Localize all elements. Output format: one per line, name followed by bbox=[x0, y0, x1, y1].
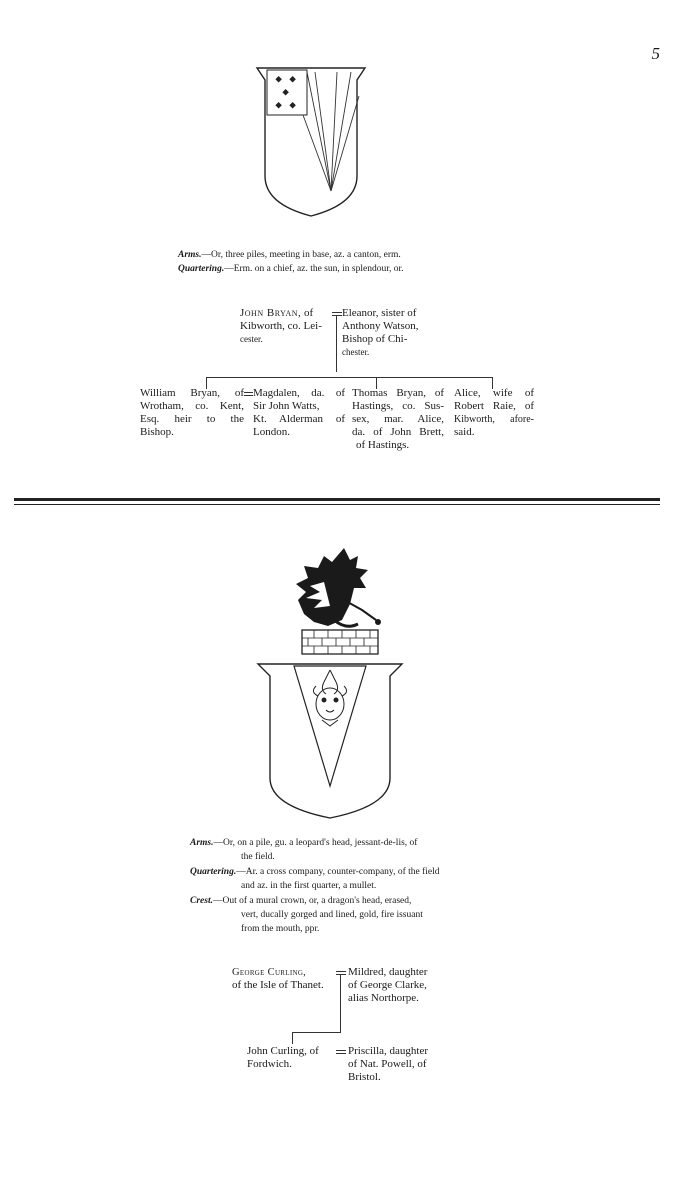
section-divider bbox=[14, 498, 660, 501]
arms-label: Arms. bbox=[178, 250, 202, 260]
eleanor-line: chester. bbox=[342, 347, 370, 357]
john-bryan-line: Kibworth, co. Lei- bbox=[240, 320, 322, 332]
william-line: William Bryan, of bbox=[140, 387, 244, 399]
crest-caption bbox=[190, 894, 411, 908]
quartering-text: —Ar. a cross company, counter-company, of the field bbox=[236, 867, 440, 877]
mildred-line: of George Clarke, bbox=[348, 979, 427, 991]
john-bryan-name: John Bryan, bbox=[240, 307, 302, 319]
person-mildred bbox=[348, 966, 448, 1005]
crest-caption-cont: vert, ducally gorged and lined, gold, fire issuant bbox=[241, 910, 423, 920]
descent-line bbox=[292, 1032, 293, 1044]
sibling-line bbox=[206, 377, 492, 378]
descent-line bbox=[336, 315, 337, 372]
magdalen-line: Sir John Watts, bbox=[253, 400, 320, 412]
magdalen-line: Kt. Alderman of bbox=[253, 413, 345, 425]
quartering-caption-1 bbox=[178, 262, 404, 276]
thomas-line: Hastings, co. Sus- bbox=[352, 400, 444, 412]
magdalen-line: London. bbox=[253, 426, 290, 438]
person-john-bryan bbox=[240, 307, 332, 346]
crest-text: —Out of a mural crown, or, a dragon's head, erased, bbox=[212, 896, 412, 906]
marriage-sign bbox=[336, 1050, 346, 1051]
thomas-line: of Hastings. bbox=[356, 439, 410, 451]
svg-text:⯁: ⯁ bbox=[275, 76, 283, 86]
marriage-sign bbox=[332, 312, 342, 313]
george-line: of the Isle of Thanet. bbox=[232, 979, 324, 991]
quartering-caption-2-cont: and az. in the first quarter, a mullet. bbox=[241, 881, 377, 891]
william-line: Wrotham, co. Kent, bbox=[140, 400, 244, 412]
eleanor-line: Eleanor, sister of bbox=[342, 307, 417, 319]
priscilla-line: of Nat. Powell, of bbox=[348, 1058, 427, 1070]
arms-caption-2-cont: the field. bbox=[241, 852, 275, 862]
alice-line: Alice, wife of bbox=[454, 387, 534, 399]
person-priscilla bbox=[348, 1045, 452, 1084]
marriage-sign bbox=[244, 395, 253, 396]
person-magdalen bbox=[253, 387, 345, 439]
quartering-label: Quartering. bbox=[178, 264, 225, 274]
arms-text: —Or, on a pile, gu. a leopard's head, jessant-de-lis, of bbox=[213, 838, 418, 848]
alice-line: Kibworth, afore- bbox=[454, 414, 534, 425]
arms-caption-2 bbox=[190, 836, 417, 850]
marriage-sign bbox=[336, 974, 346, 975]
svg-text:⯁: ⯁ bbox=[275, 102, 283, 112]
marriage-sign bbox=[336, 1053, 346, 1054]
crest-label: Crest. bbox=[190, 896, 213, 906]
william-line: Bishop. bbox=[140, 426, 174, 438]
svg-text:⯁: ⯁ bbox=[289, 102, 297, 112]
person-alice bbox=[454, 387, 534, 439]
person-eleanor bbox=[342, 307, 442, 359]
quartering-text: —Erm. on a chief, az. the sun, in splendour, or. bbox=[224, 264, 404, 274]
eleanor-line: Anthony Watson, bbox=[342, 320, 419, 332]
alice-line: Robert Raie, of bbox=[454, 400, 534, 412]
arms-caption-1 bbox=[178, 248, 401, 262]
mildred-line: Mildred, daughter bbox=[348, 966, 428, 978]
alice-line: said. bbox=[454, 426, 475, 438]
george-name: George Curling, bbox=[232, 967, 307, 978]
section-divider bbox=[14, 504, 660, 505]
william-line: Esq. heir to the bbox=[140, 413, 244, 425]
bryan-shield-icon bbox=[255, 66, 367, 218]
person-george-curling bbox=[232, 966, 338, 992]
svg-text:⯁: ⯁ bbox=[289, 76, 297, 86]
person-william-bryan bbox=[140, 387, 244, 439]
priscilla-line: Bristol. bbox=[348, 1071, 381, 1083]
marriage-sign bbox=[244, 392, 253, 393]
thomas-line: sex, mar. Alice, bbox=[352, 413, 444, 425]
arms-label: Arms. bbox=[190, 838, 214, 848]
descent-line bbox=[340, 974, 341, 1032]
svg-text:⯁: ⯁ bbox=[282, 89, 290, 99]
john-bryan-line: cester. bbox=[240, 334, 263, 344]
priscilla-line: Priscilla, daughter bbox=[348, 1045, 429, 1057]
marriage-sign bbox=[332, 315, 342, 316]
thomas-line: Thomas Bryan, of bbox=[352, 387, 444, 399]
john-bryan-line: of bbox=[304, 307, 314, 319]
marriage-sign bbox=[336, 971, 346, 972]
eleanor-line: Bishop of Chi- bbox=[342, 333, 408, 345]
mildred-line: alias Northorpe. bbox=[348, 992, 419, 1004]
arms-text: —Or, three piles, meeting in base, az. a canton, erm. bbox=[201, 250, 401, 260]
page-number: 5 bbox=[651, 44, 660, 63]
curling-shield-icon bbox=[256, 662, 404, 820]
thomas-line: da. of John Brett, bbox=[352, 426, 444, 438]
john-curling-line: Fordwich. bbox=[247, 1058, 292, 1070]
person-john-curling bbox=[247, 1045, 339, 1071]
dragon-crest-icon bbox=[284, 542, 396, 664]
crest-caption-cont: from the mouth, ppr. bbox=[241, 924, 320, 934]
quartering-caption-2 bbox=[190, 865, 440, 879]
descent-line bbox=[292, 1032, 341, 1033]
magdalen-line: Magdalen, da. of bbox=[253, 387, 345, 399]
quartering-label: Quartering. bbox=[190, 867, 237, 877]
john-curling-line: John Curling, of bbox=[247, 1045, 319, 1057]
person-thomas-bryan bbox=[352, 387, 444, 452]
